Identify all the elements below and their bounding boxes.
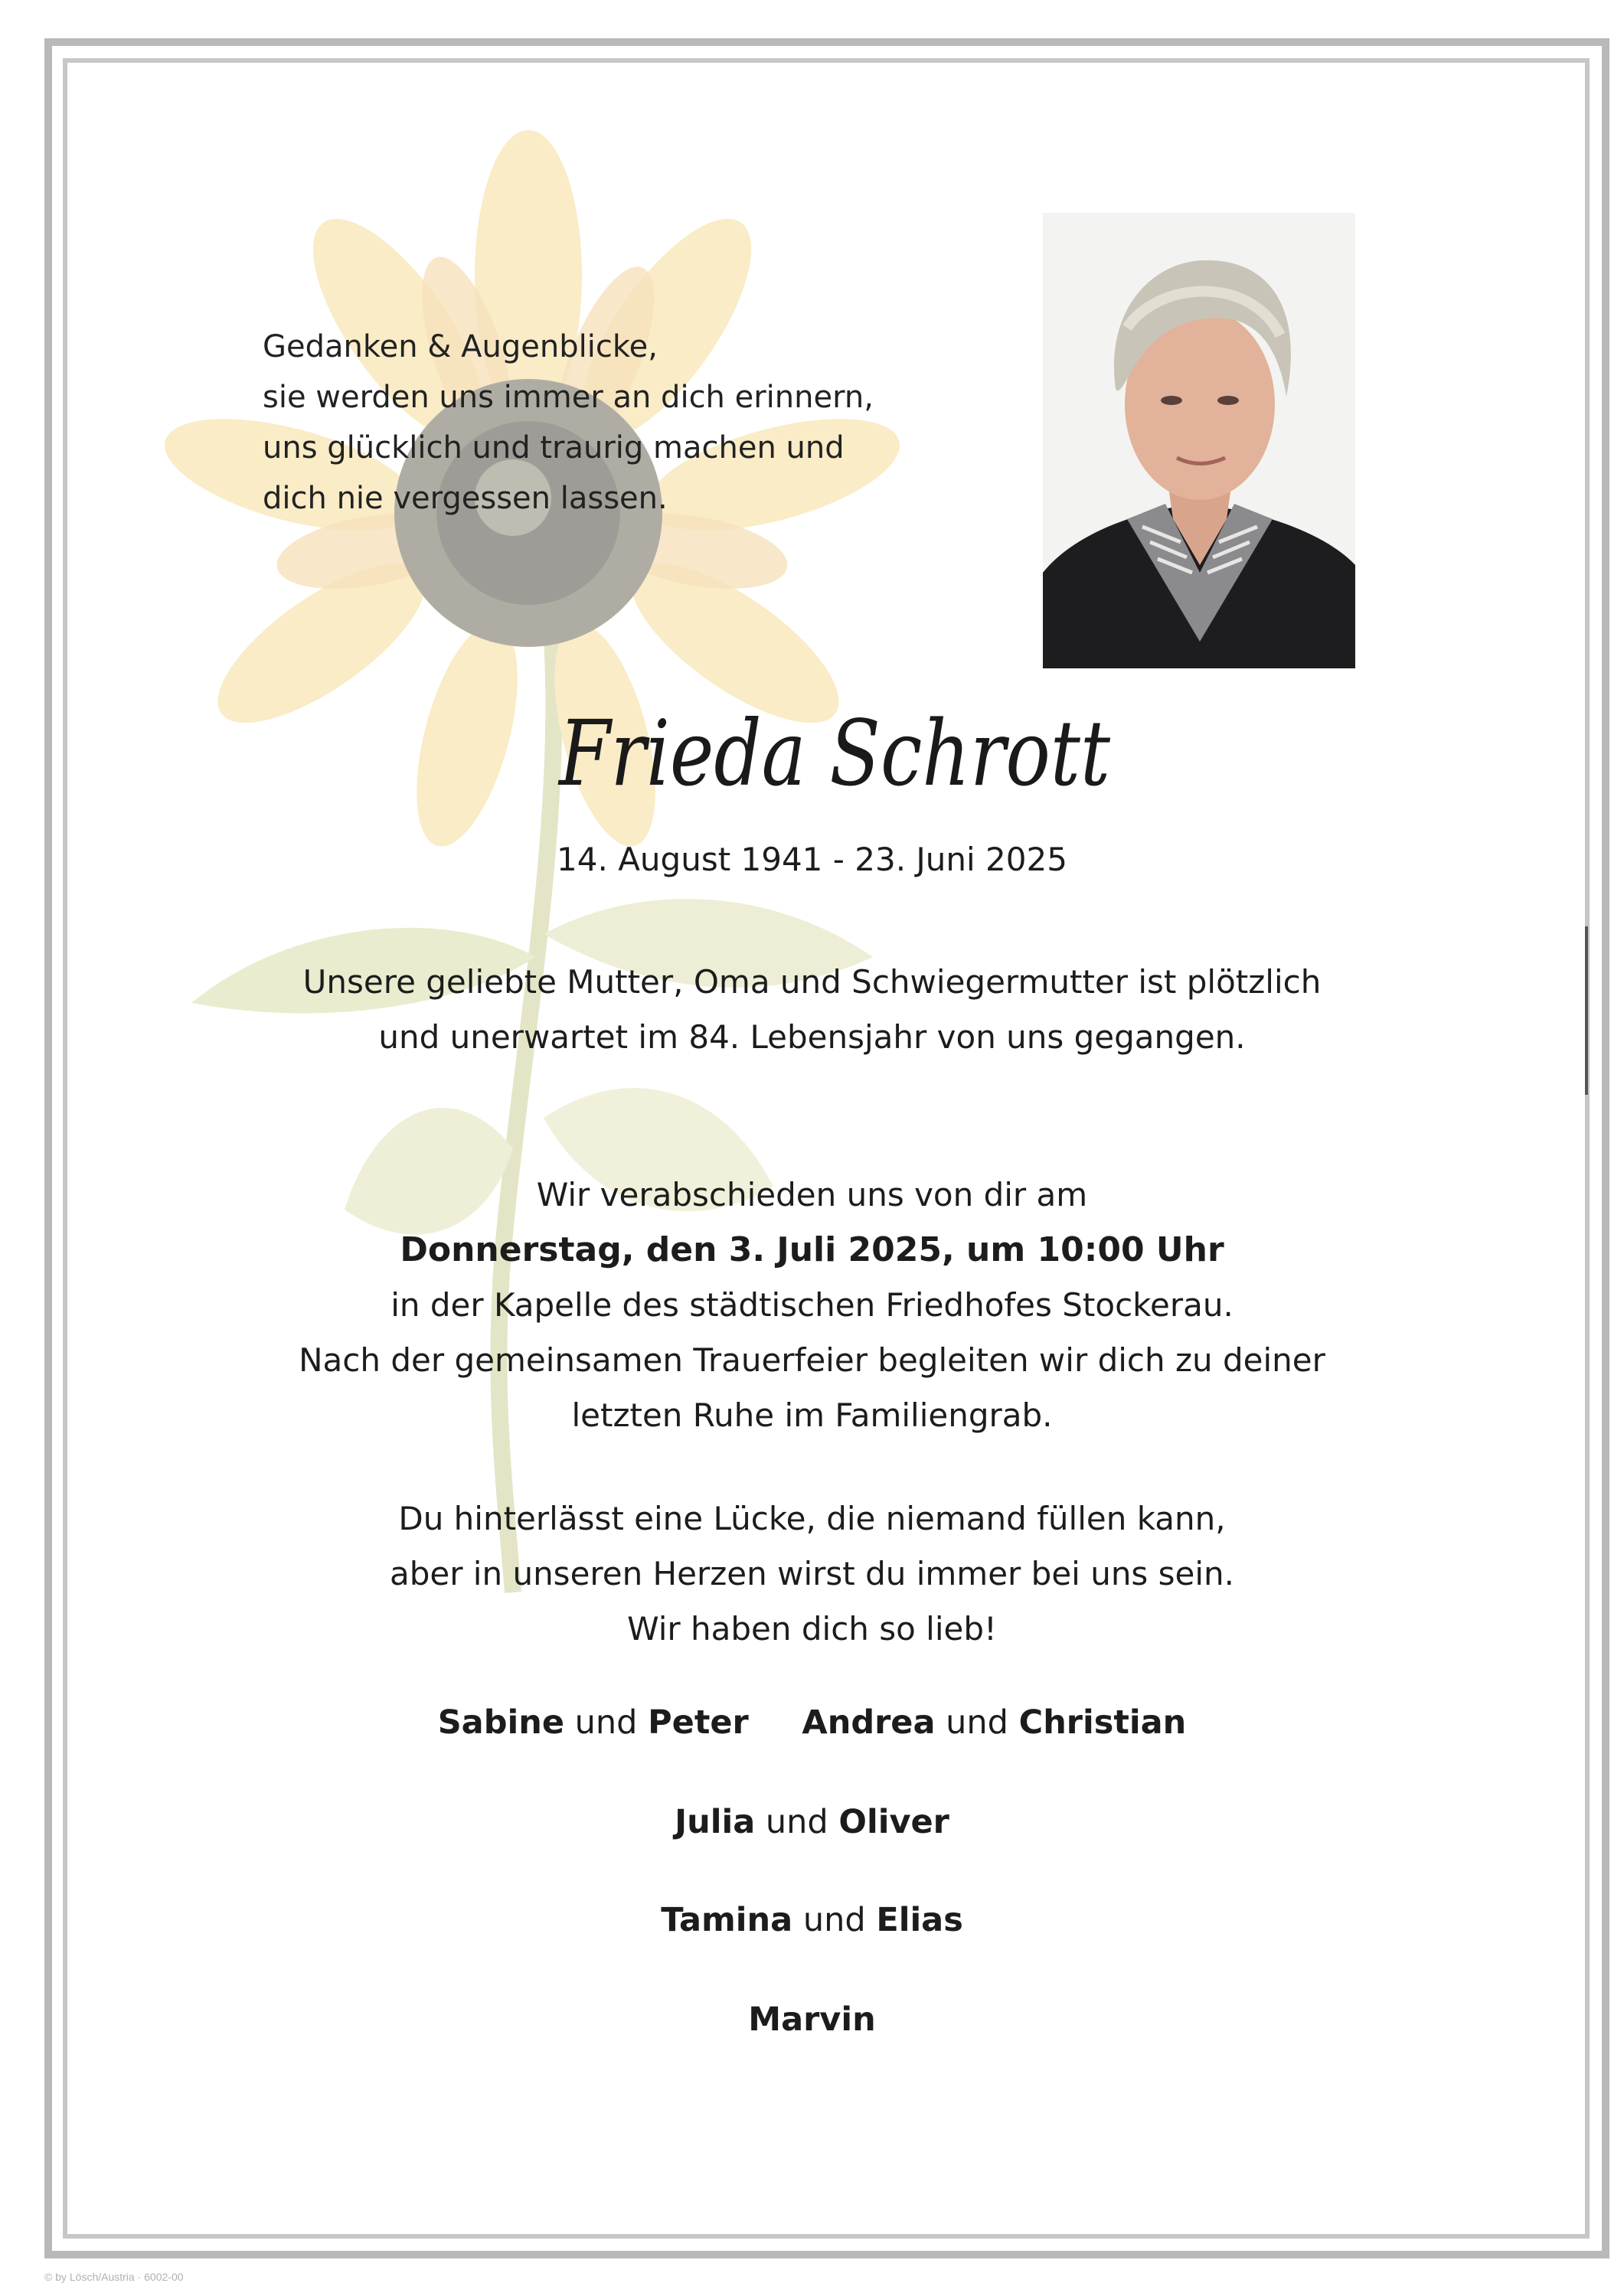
mourner-name: Andrea	[802, 1703, 936, 1742]
deceased-name: Frieda Schrott	[557, 701, 1111, 806]
announcement-text	[0, 955, 1624, 1065]
mourner-name: Marvin	[748, 2000, 876, 2039]
mourner-connector: und	[574, 1703, 638, 1742]
mourner-name: Tamina	[661, 1901, 793, 1939]
poem	[263, 322, 952, 524]
mourner-name: Peter	[648, 1703, 749, 1742]
funeral-location: in der Kapelle des städtischen Friedhofes Stockerau.	[390, 1286, 1234, 1324]
farewell-line: letzten Ruhe im Familiengrab.	[571, 1396, 1053, 1434]
closing-line: Wir haben dich so lieb!	[627, 1610, 997, 1648]
mourners-row	[0, 1997, 1624, 2043]
life-dates: 14. August 1941 - 23. Juni 2025	[557, 841, 1067, 878]
mourners-row	[0, 1897, 1624, 1943]
announcement-line: Unsere geliebte Mutter, Oma und Schwiegermutter ist plötzlich	[302, 963, 1322, 1001]
footer-credit: © by Lösch/Austria · 6002-00	[44, 2271, 184, 2283]
closing-line: aber in unseren Herzen wirst du immer bei uns sein.	[389, 1555, 1235, 1592]
mourner-connector: und	[765, 1803, 828, 1841]
scan-artifact	[1585, 926, 1588, 1095]
farewell-line: Nach der gemeinsamen Trauerfeier begleiten wir dich zu deiner	[299, 1341, 1325, 1379]
mourner-name: Elias	[876, 1901, 963, 1939]
mourner-name: Oliver	[838, 1803, 949, 1841]
mourner-connector: und	[946, 1703, 1008, 1742]
poem-line: sie werden uns immer an dich erinnern,	[263, 380, 874, 415]
poem-line: Gedanken & Augenblicke,	[263, 329, 658, 364]
funeral-datetime: Donnerstag, den 3. Juli 2025, um 10:00 Uhr	[400, 1230, 1224, 1269]
poem-line: uns glücklich und traurig machen und	[263, 430, 845, 465]
deceased-name-signature	[551, 685, 1149, 834]
mourner-name: Sabine	[437, 1703, 564, 1742]
farewell-intro: Wir verabschieden uns von dir am	[536, 1176, 1088, 1213]
funeral-details	[0, 1168, 1624, 1443]
poem-line: dich nie vergessen lassen.	[263, 481, 668, 516]
closing-line: Du hinterlässt eine Lücke, die niemand füllen kann,	[398, 1500, 1226, 1537]
mourners-row	[0, 1799, 1624, 1845]
mourner-name: Christian	[1018, 1703, 1187, 1742]
mourner-connector: und	[802, 1901, 866, 1939]
closing-words	[0, 1491, 1624, 1657]
announcement-line: und unerwartet im 84. Lebensjahr von uns gegangen.	[378, 1018, 1246, 1056]
portrait-photo	[1043, 213, 1355, 668]
mourners-row	[0, 1700, 1624, 1746]
mourner-name: Julia	[675, 1803, 756, 1841]
